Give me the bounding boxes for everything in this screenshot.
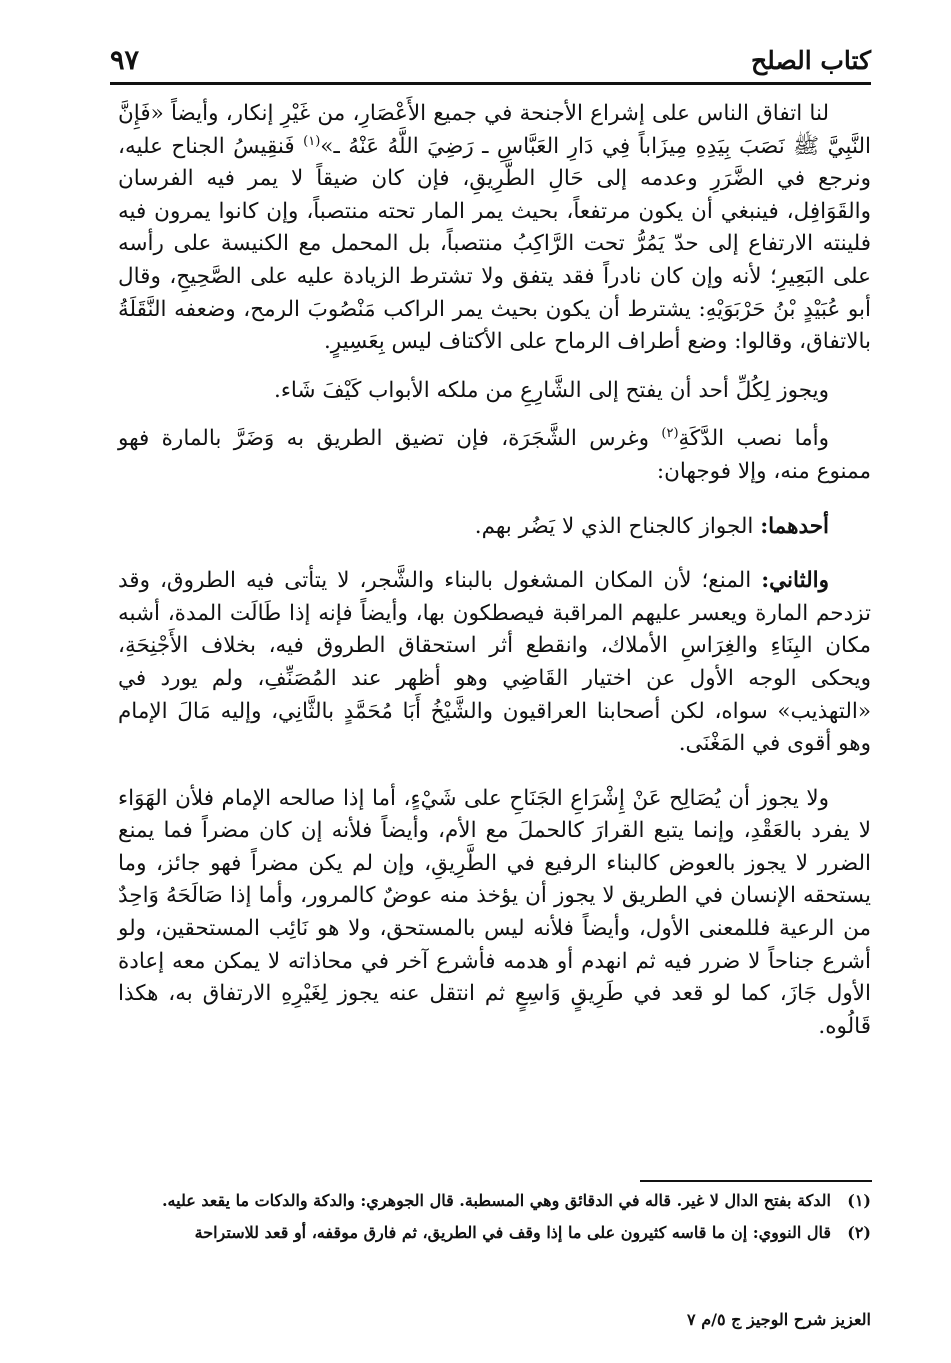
paragraph-2: ويجوز لِكُلِّ أحد أن يفتح إلى الشَّارِعِ من ملكه الأبواب كَيْفَ شَاء.	[273, 377, 829, 403]
paragraph-1	[118, 98, 871, 359]
paragraph-4-text: الجواز كالجناح الذي لا يَضُر بهم.	[474, 513, 761, 539]
page-number: ٩٧	[110, 44, 140, 76]
footnote-text: الدكة بفتح الدال لا غير. قاله في الدقائق وهي المسطبة. قال الجوهري: والدكة والدكات ما يقعد عليه.	[161, 1191, 831, 1210]
second-view-label: والثاني:	[761, 568, 829, 594]
footnote-ref-1: (١)	[303, 133, 321, 149]
first-view-label: أحدهما:	[760, 513, 829, 539]
footnote-text: قال النووي: إن ما قاسه كثيرون على ما إذا وقف في الطريق، ثم فارق موقفه، أو قعد للاستراحة	[194, 1223, 831, 1242]
paragraph-3	[118, 423, 871, 488]
book-title: كتاب الصلح	[751, 45, 871, 75]
signature-mark: العزيز شرح الوجيز ج ٥/م ٧	[687, 1310, 871, 1329]
paragraph-4	[118, 511, 871, 544]
page-header	[110, 40, 871, 80]
paragraph-1-continued: فَنقِيسُ الجناح عليه، ونرجع في الضَّرَرِ وعدمه إلى حَالِ الطَّرِيقِ، فإن كان ضيقاً لا يمر فيه الفرسان والقَوَافِل، فينبغي أن يكون مرتفعاً، بحيث يمر المار تحته منتصباً، وإن كانوا يمرون فيه فلينته الارتفاع إلى حدّ يَمُرُّ تحت الرَّاكِبُ منتصباً، بل المحمل مع الكنيسة على رأسه على البَعِيرِ؛ لأنه وإن كان نادراً فقد يتفق ولا تشترط الزيادة عليه على الصَّحِيحِ، وقال أبو عُبَيْدٍ بْنُ حَرْبَوَيْهِ: يشترط أن يكون بحيث يمر الراكب مَنْصُوبَ الرمح، وضعفه النَّقَلَةُ بالاتفاق، وقالوا: وضع أطراف الرماح على الأكتاف ليس بِعَسِيرٍ.	[118, 133, 871, 355]
footnote-2	[118, 1220, 871, 1246]
footnote-rule	[640, 1180, 872, 1182]
paragraph-5-text: المنع؛ لأن المكان المشغول بالبناء والشَّجر، لا يتأتى فيه الطروق، وقد تزدحم المارة ويعسر عليهم المراقبة فيصطكون بها، وأيضاً فإنه إذا طَالَت المدة، أشبه مكان البِنَاءِ والغِرَاسِ الأملاك، وانقطع أثر استحقاق الطروق فيه، بخلاف الأَجْنِحَةِ، ويحكى الوجه الأول عن اختيار القَاضِي وهو أظهر عند المُصَنِّفِ، ولم يورد في «التهذيب» سواه، لكن أصحابنا العراقيون والشَّيْخُ أَبَا مُحَمَّدٍ بالثَّانِي، وإليه مَالَ الإمام وهو أقوى في المَغْنَى.	[118, 568, 871, 757]
paragraph-1-text: لنا اتفاق الناس على إشراع الأجنحة في جميع الأَعْصَارِ، من غَيْرِ إنكار، وأيضاً «فَإِنَّ النَّبِيَّ ﷺ نَصَبَ بِيَدِهِ مِيزَاباً فِي دَارِ العَبَّاسِ ـ رَضِيَ اللَّهُ عَنْهُ ـ»	[118, 101, 872, 159]
paragraph-3-continued: وغرس الشَّجَرَة، فإن تضيق الطريق به وَضَرَّ بالمارة فهو ممنوع منه، وإلا فوجهان:	[118, 426, 871, 484]
paragraph-5	[118, 565, 871, 761]
footnote-number: (١)	[847, 1191, 871, 1210]
paragraph-3-text: وأما نصب الدَّكَةِ	[678, 426, 829, 452]
footnote-1	[118, 1188, 871, 1214]
footnotes	[118, 1188, 871, 1252]
footnote-number: (٢)	[847, 1223, 871, 1242]
footnote-ref-2: (٢)	[661, 426, 679, 442]
paragraph-6: ولا يجوز أن يُصَالِح عَنْ إِشْرَاعِ الجَنَاحِ على شَيْءٍ، أما إذا صالحه الإمام فلأن الهَوَاء لا يفرد بالعَقْدِ، وإنما يتبع القرارَ كالحملَ مع الأم، وأيضاً فلأنه إن كان مضراً فما يمنع الضرر لا يجوز بالعوض كالبناء الرفيع في الطَّرِيقِ، وإن لم يكن مضراً فهو جائز، وما يستحقه الإنسان في الطريق لا يجوز أن يؤخذ منه عوضٌ كالمرور، وأما إذا صَالَحَهُ وَاحِدٌ من الرعية فللمعنى الأول، وأيضاً فلأنه ليس بالمستحق، ولا هو نَائِب المستحقين، ولو أشرع جناحاً لا ضرر فيه ثم انهدم أو هدمه فأشرع آخر في محاذاته لا يمكن معه إعادة الأول جَازَ، كما لو قعد في طَرِيقٍ وَاسِعٍ ثم انتقل عنه يجوز لِغَيْرِهِ الارتفاق به، هكذا قَالُوه.	[118, 785, 871, 1039]
main-text	[118, 98, 871, 1043]
header-rule	[110, 82, 871, 85]
